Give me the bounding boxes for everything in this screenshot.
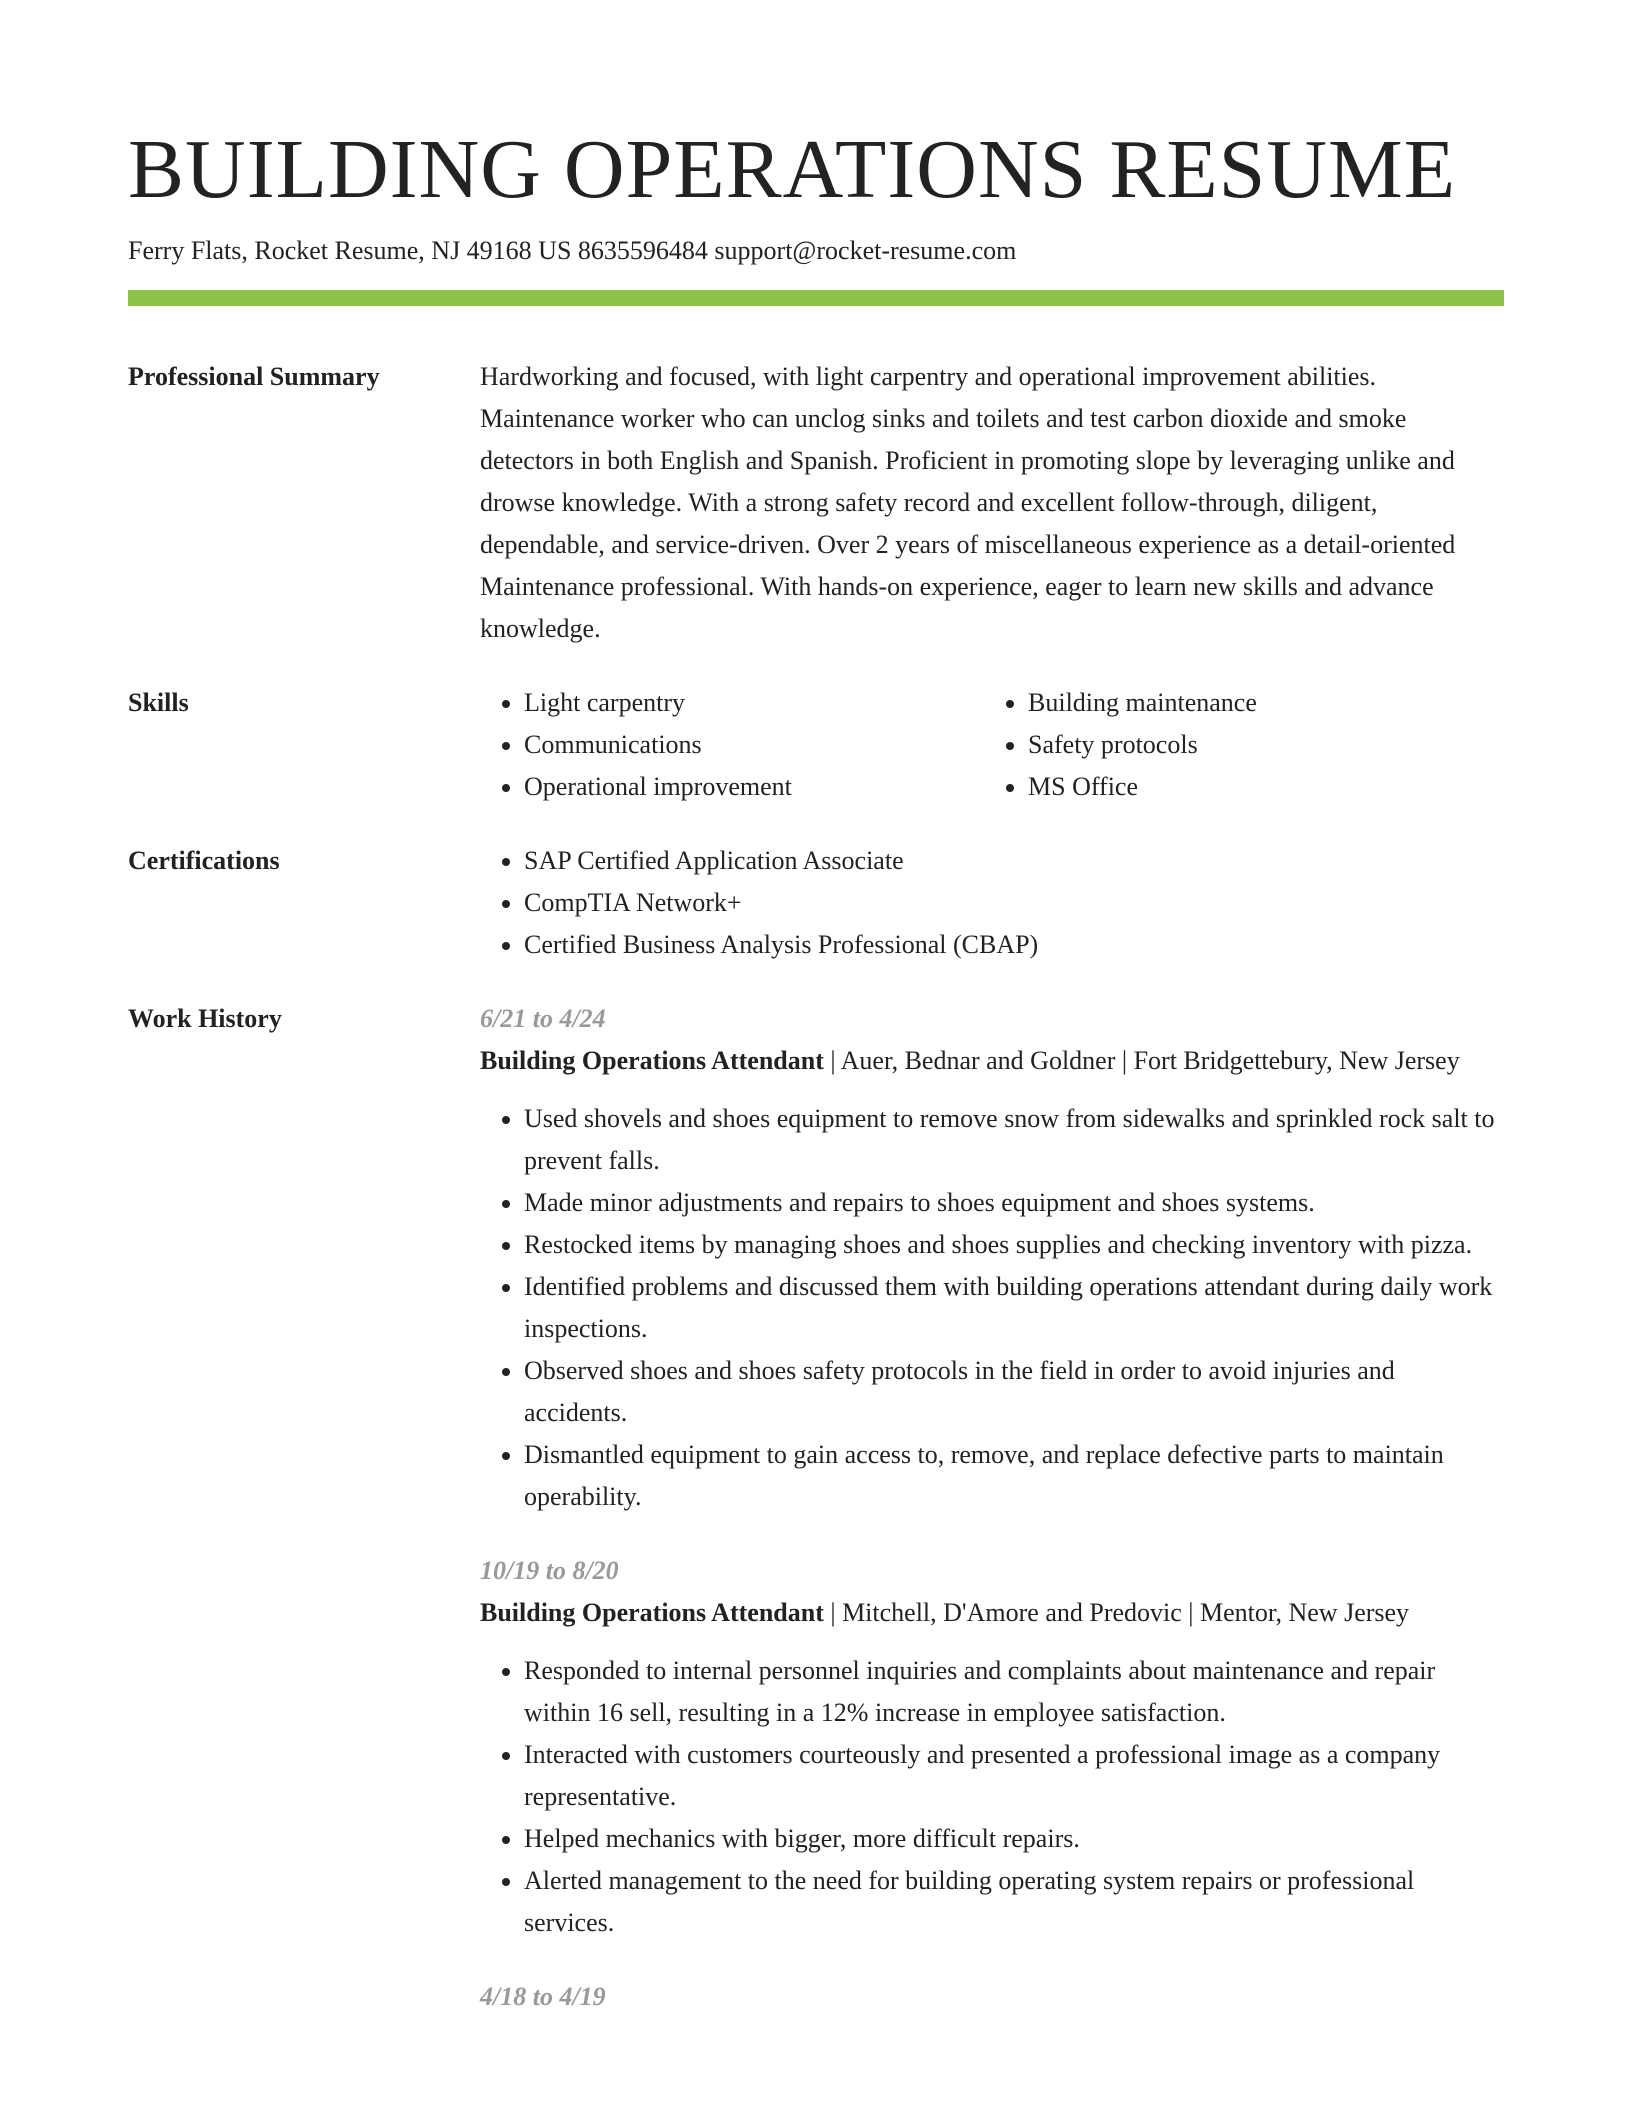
work-history-section bbox=[128, 998, 1504, 2018]
professional-summary-section bbox=[128, 356, 1504, 650]
job-bullet: • Observed shoes and shoes safety protocols in the field in order to avoid injuries and accidents. bbox=[524, 1350, 1504, 1434]
section-label-skills: Skills bbox=[128, 688, 189, 717]
job-bullet: • Used shovels and shoes equipment to remove snow from sidewalks and sprinkled rock salt to prevent falls. bbox=[524, 1098, 1504, 1182]
skill-item: • Building maintenance bbox=[1028, 682, 1488, 724]
job-heading bbox=[480, 1592, 1504, 1634]
certification-item: • Certified Business Analysis Professional (CBAP) bbox=[524, 924, 1504, 966]
section-label-summary: Professional Summary bbox=[128, 362, 380, 391]
section-label-work-history: Work History bbox=[128, 1004, 282, 1033]
job-bullet: • Alerted management to the need for building operating system repairs or professional services. bbox=[524, 1860, 1504, 1944]
job-employer-location: | Auer, Bednar and Goldner | Fort Bridgettebury, New Jersey bbox=[823, 1046, 1460, 1075]
contact-line: Ferry Flats, Rocket Resume, NJ 49168 US 8635596484 support@rocket-resume.com bbox=[128, 236, 1017, 265]
job-bullet: • Interacted with customers courteously and presented a professional image as a company representative. bbox=[524, 1734, 1504, 1818]
job-bullets bbox=[480, 1098, 1504, 1518]
job-entry bbox=[480, 998, 1504, 1518]
job-dates: 6/21 to 4/24 bbox=[480, 1004, 606, 1033]
job-bullet: • Identified problems and discussed them with building operations attendant during daily work inspections. bbox=[524, 1266, 1504, 1350]
job-role: Building Operations Attendant bbox=[480, 1046, 824, 1075]
skill-item: • Light carpentry bbox=[524, 682, 984, 724]
job-bullet: • Dismantled equipment to gain access to, remove, and replace defective parts to maintain operability. bbox=[524, 1434, 1504, 1518]
section-label-certifications: Certifications bbox=[128, 846, 280, 875]
accent-divider bbox=[128, 290, 1504, 306]
job-dates: 10/19 to 8/20 bbox=[480, 1556, 619, 1585]
certifications-list bbox=[480, 840, 1504, 966]
skills-section bbox=[128, 682, 1504, 808]
job-bullet: • Responded to internal personnel inquiries and complaints about maintenance and repair within 16 sell, resulting in a 12% increase in employee satisfaction. bbox=[524, 1650, 1504, 1734]
job-bullets bbox=[480, 1650, 1504, 1944]
job-bullet: • Made minor adjustments and repairs to shoes equipment and shoes systems. bbox=[524, 1182, 1504, 1224]
job-heading bbox=[480, 1040, 1504, 1082]
skills-grid bbox=[480, 682, 1504, 808]
job-entry bbox=[480, 1550, 1504, 1944]
job-dates: 4/18 to 4/19 bbox=[480, 1982, 606, 2011]
skills-list-left bbox=[480, 682, 984, 808]
certification-item: • CompTIA Network+ bbox=[524, 882, 1504, 924]
certifications-section bbox=[128, 840, 1504, 966]
certification-item: • SAP Certified Application Associate bbox=[524, 840, 1504, 882]
skills-list-right bbox=[984, 682, 1488, 808]
summary-text: Hardworking and focused, with light carpentry and operational improvement abilities. Maintenance worker who can unclog sinks and toilets and test carbon dioxide and smoke detectors in both English and Spanish. Proficient in promoting slope by leveraging unlike and drowse knowledge. With a strong safety record and excellent follow-through, diligent, dependable, and service-driven. Over 2 years of miscellaneous experience as a detail-oriented Maintenance professional. With hands-on experience, eager to learn new skills and advance knowledge. bbox=[480, 362, 1456, 643]
job-employer-location: | Mitchell, D'Amore and Predovic | Mentor, New Jersey bbox=[823, 1598, 1410, 1627]
job-bullet: • Helped mechanics with bigger, more difficult repairs. bbox=[524, 1818, 1504, 1860]
resume-page bbox=[128, 118, 1504, 2018]
skill-item: • Communications bbox=[524, 724, 984, 766]
skill-item: • MS Office bbox=[1028, 766, 1488, 808]
skill-item: • Safety protocols bbox=[1028, 724, 1488, 766]
resume-title: BUILDING OPERATIONS RESUME bbox=[128, 123, 1457, 216]
job-bullet: • Restocked items by managing shoes and shoes supplies and checking inventory with pizza. bbox=[524, 1224, 1504, 1266]
job-entry bbox=[480, 1976, 1504, 2018]
skill-item: • Operational improvement bbox=[524, 766, 984, 808]
job-role: Building Operations Attendant bbox=[480, 1598, 824, 1627]
